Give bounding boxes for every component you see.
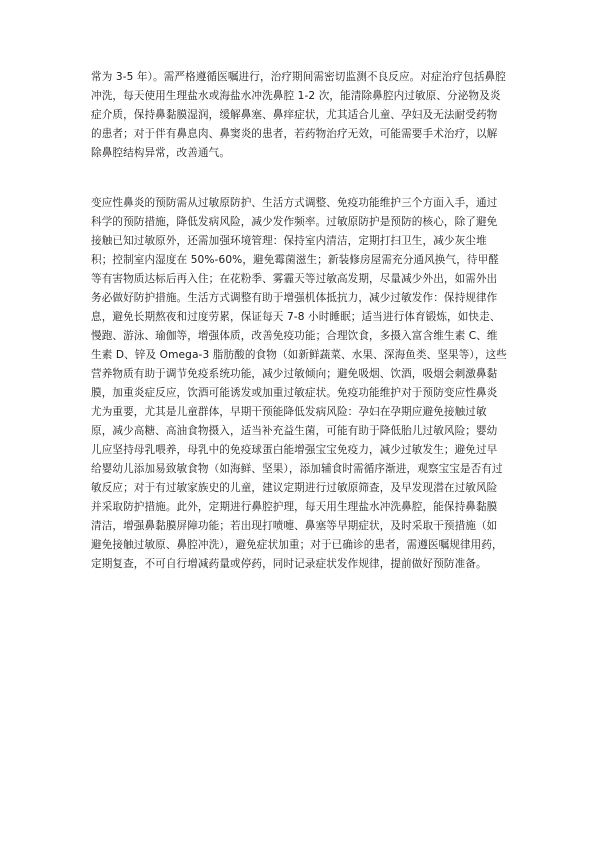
treatment-paragraph: 常为 3-5 年）。需严格遵循医嘱进行，治疗期间需密切监测不良反应。对症治疗包括鼻腔冲洗，每天使用生理盐水或海盐水冲洗鼻腔 1-2 次，能清除鼻腔内过敏原、分泌物及炎症介质，保持鼻黏膜湿润，缓解鼻塞、鼻痒症状，尤其适合儿童、孕妇及无法耐受药物的患者；对于伴有鼻息肉、鼻窦炎的患者，若药物治疗无效，可能需要手术治疗，以解除鼻腔结构异常，改善通气。: [91, 71, 506, 159]
prevention-paragraph: 变应性鼻炎的预防需从过敏原防护、生活方式调整、免疫功能维护三个方面入手，通过科学的预防措施，降低发病风险，减少发作频率。过敏原防护是预防的核心，除了避免接触已知过敏原外，还需加强环境管理：保持室内清洁，定期打扫卫生，减少灰尘堆积；控制室内湿度在 50%-60%，避免霉菌滋生；新装修房屋需充分通风换气，待甲醛等有害物质达标后再入住；在花粉季、雾霾天等过敏高发期，尽量减少外出，如需外出务必做好防护措施。生活方式调整有助于增强机体抵抗力，减少过敏发作：保持规律作息，避免长期熬夜和过度劳累，保证每天 7-8 小时睡眠；适当进行体育锻炼，如快走、慢跑、游泳、瑜伽等，增强体质，改善免疫功能；合理饮食，多摄入富含维生素 C、维生素 D、锌及 Omega-3 脂肪酸的食物（如新鲜蔬菜、水果、深海鱼类、坚果等），这些营养物质有助于调节免疫系统功能，减少过敏倾向；避免吸烟、饮酒，吸烟会刺激鼻黏膜，加重炎症反应，饮酒可能诱发或加重过敏症状。免疫功能维护对于预防变应性鼻炎尤为重要，尤其是儿童群体，早期干预能降低发病风险：孕妇在孕期应避免接触过敏原，减少高糖、高油食物摄入，适当补充益生菌，可能有助于降低胎儿过敏风险；婴幼儿应坚持母乳喂养，母乳中的免疫球蛋白能增强宝宝免疫力，减少过敏发生；避免过早给婴幼儿添加易致敏食物（如海鲜、坚果），添加辅食时需循序渐进，观察宝宝是否有过敏反应；对于有过敏家族史的儿童，建议定期进行过敏原筛查，及早发现潜在过敏风险并采取防护措施。此外，定期进行鼻腔护理，每天用生理盐水冲洗鼻腔，能保持鼻黏膜清洁，增强鼻黏膜屏障功能；若出现打喷嚏、鼻塞等早期症状，及时采取干预措施（如避免接触过敏原、鼻腔冲洗），避免症状加重；对于已确诊的患者，需遵医嘱规律用药，定期复查，不可自行增减药量或停药，同时记录症状发作规律，提前做好预防准备。: [91, 197, 507, 570]
